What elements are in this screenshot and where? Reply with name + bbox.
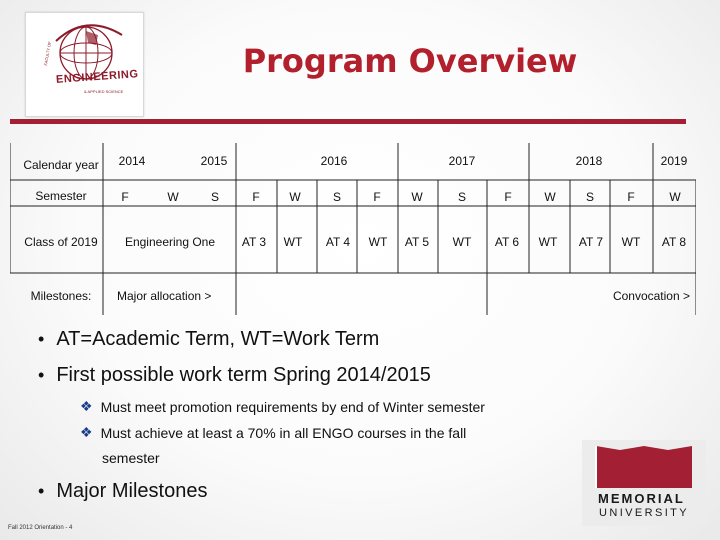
bullet-text: AT=Academic Term, WT=Work Term — [56, 328, 380, 350]
semester-cell: W — [167, 190, 179, 204]
bullet-item — [38, 328, 379, 351]
logo-side-text: FACULTY OF — [43, 41, 53, 66]
semester-cell: S — [210, 190, 219, 204]
flag-icon — [596, 446, 692, 488]
row-label-semester: Semester — [35, 189, 87, 203]
semester-cell: S — [332, 190, 341, 204]
diamond-bullet-icon: ❖ — [80, 424, 93, 440]
term-cell: AT 7 — [578, 235, 604, 249]
year-2015: 2015 — [200, 154, 228, 168]
bullet-dot-icon: • — [38, 329, 45, 349]
semester-cell: S — [585, 190, 594, 204]
sub-bullet-text: Must achieve at least a 70% in all ENGO courses in the fall — [100, 424, 467, 441]
year-2019: 2019 — [660, 154, 688, 168]
semester-cell: F — [627, 190, 635, 204]
page-title: Program Overview — [242, 42, 578, 80]
term-cell: AT 5 — [404, 235, 430, 249]
year-2018: 2018 — [575, 154, 603, 168]
bullet-item — [38, 480, 207, 503]
semester-cell: W — [289, 190, 301, 204]
row-label-milestones: Milestones: — [30, 289, 92, 303]
sub-bullet-text: Must meet promotion requirements by end of Winter semester — [100, 398, 485, 415]
sub-bullet-text: semester — [102, 450, 160, 466]
sub-bullet-continuation — [102, 450, 160, 466]
logo-sub-text: & APPLIED SCIENCE — [84, 89, 124, 94]
bullet-item — [38, 364, 431, 387]
title-divider — [10, 119, 686, 124]
milestone-convocation: Convocation > — [612, 289, 690, 303]
term-cell: AT 6 — [494, 235, 520, 249]
faculty-logo — [25, 12, 144, 117]
diamond-bullet-icon: ❖ — [80, 398, 93, 414]
university-sub: UNIVERSITY — [599, 507, 690, 519]
row-label-calendar-year: Calendar year — [23, 158, 99, 172]
sub-bullet-item — [80, 398, 485, 415]
semester-cell: S — [457, 190, 466, 204]
term-cell: AT 8 — [661, 235, 687, 249]
semester-cell: F — [121, 190, 129, 204]
semester-cell: W — [411, 190, 423, 204]
term-cell: WT — [368, 235, 388, 249]
bullet-text: First possible work term Spring 2014/2015 — [56, 364, 431, 386]
year-2017: 2017 — [448, 154, 476, 168]
bullet-dot-icon: • — [38, 481, 45, 501]
term-cell: WT — [452, 235, 472, 249]
year-2016: 2016 — [320, 154, 348, 168]
semester-cell: F — [252, 190, 260, 204]
milestone-major-allocation: Major allocation > — [117, 289, 212, 303]
slide-footer: Fall 2012 Orientation - 4 — [8, 525, 73, 531]
logo-main-text: ENGINEERING — [55, 68, 139, 86]
term-cell: WT — [621, 235, 641, 249]
term-cell: AT 3 — [241, 235, 267, 249]
term-cell: WT — [538, 235, 558, 249]
bullet-text: Major Milestones — [56, 480, 208, 502]
university-name: MEMORIAL — [598, 491, 685, 506]
year-2014: 2014 — [118, 154, 146, 168]
term-engineering-one: Engineering One — [124, 235, 216, 249]
term-cell: WT — [283, 235, 303, 249]
row-label-class: Class of 2019 — [24, 235, 98, 249]
semester-cell: W — [669, 190, 681, 204]
semester-cell: W — [544, 190, 556, 204]
term-cell: AT 4 — [325, 235, 351, 249]
bullet-dot-icon: • — [38, 365, 45, 385]
sub-bullet-item — [80, 424, 466, 441]
semester-cell: F — [504, 190, 512, 204]
semester-cell: F — [373, 190, 381, 204]
